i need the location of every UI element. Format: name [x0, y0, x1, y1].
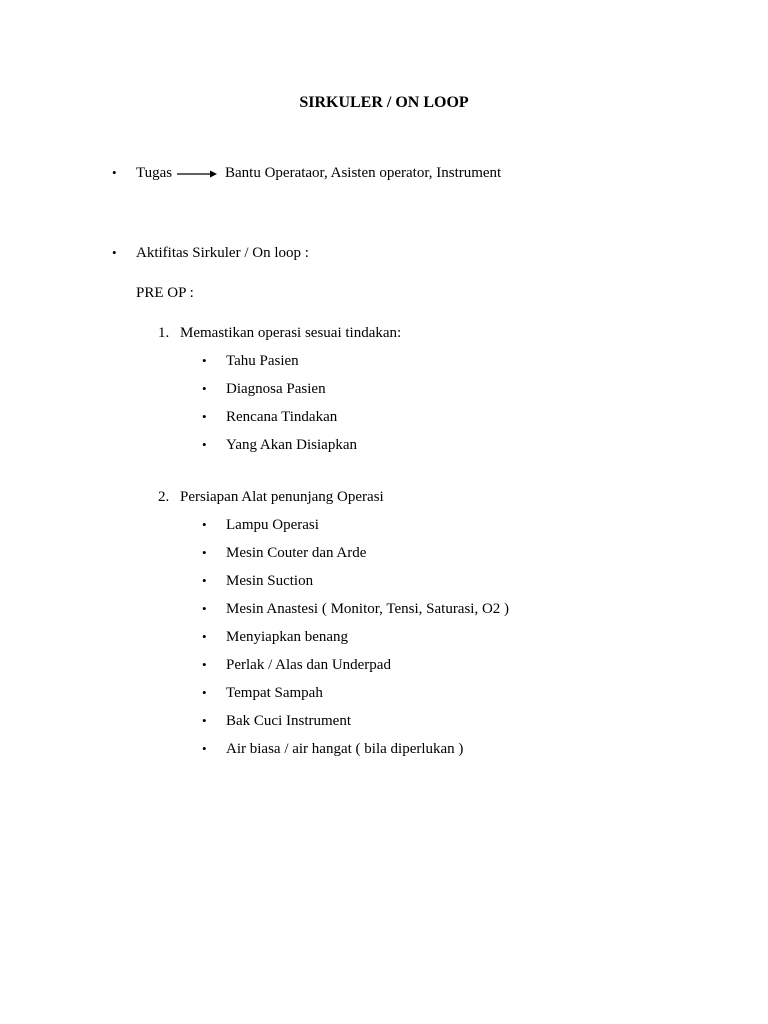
list-item: Bak Cuci Instrument [226, 713, 351, 729]
bullet-icon: • [202, 381, 207, 396]
right-arrow-icon [176, 168, 218, 180]
step-number: 1. [158, 325, 170, 341]
bullet-icon: • [202, 353, 207, 368]
step-text: Persiapan Alat penunjang Operasi [180, 489, 384, 505]
bullet-icon: • [202, 601, 207, 616]
tugas-label: Tugas [136, 165, 173, 181]
bullet-icon: • [112, 245, 117, 260]
bullet-icon: • [202, 685, 207, 700]
list-item: Mesin Suction [226, 573, 314, 589]
page-title: SIRKULER / ON LOOP [299, 94, 469, 111]
list-item: Menyiapkan benang [226, 629, 349, 645]
list-item: Air biasa / air hangat ( bila diperlukan ) [226, 741, 464, 757]
list-item: Rencana Tindakan [226, 409, 338, 425]
step-number: 2. [158, 489, 170, 505]
bullet-icon: • [202, 657, 207, 672]
aktifitas-label: Aktifitas Sirkuler / On loop : [136, 245, 309, 261]
tugas-value: Bantu Operataor, Asisten operator, Instrument [225, 165, 502, 181]
list-item: Diagnosa Pasien [226, 381, 326, 397]
list-item: Tahu Pasien [226, 353, 299, 369]
bullet-icon: • [202, 409, 207, 424]
phase-label: PRE OP : [136, 285, 194, 301]
list-item: Mesin Anastesi ( Monitor, Tensi, Saturasi, O2 ) [226, 601, 510, 617]
list-item: Lampu Operasi [226, 517, 319, 533]
list-item: Tempat Sampah [226, 685, 323, 701]
bullet-icon: • [202, 629, 207, 644]
list-item: Perlak / Alas dan Underpad [226, 657, 391, 673]
step-text: Memastikan operasi sesuai tindakan: [180, 325, 402, 341]
list-item: Yang Akan Disiapkan [226, 437, 357, 453]
bullet-icon: • [202, 517, 207, 532]
bullet-icon: • [202, 573, 207, 588]
bullet-icon: • [112, 165, 117, 180]
list-item: Mesin Couter dan Arde [226, 545, 367, 561]
bullet-icon: • [202, 713, 207, 728]
bullet-icon: • [202, 741, 207, 756]
bullet-icon: • [202, 545, 207, 560]
bullet-icon: • [202, 437, 207, 452]
